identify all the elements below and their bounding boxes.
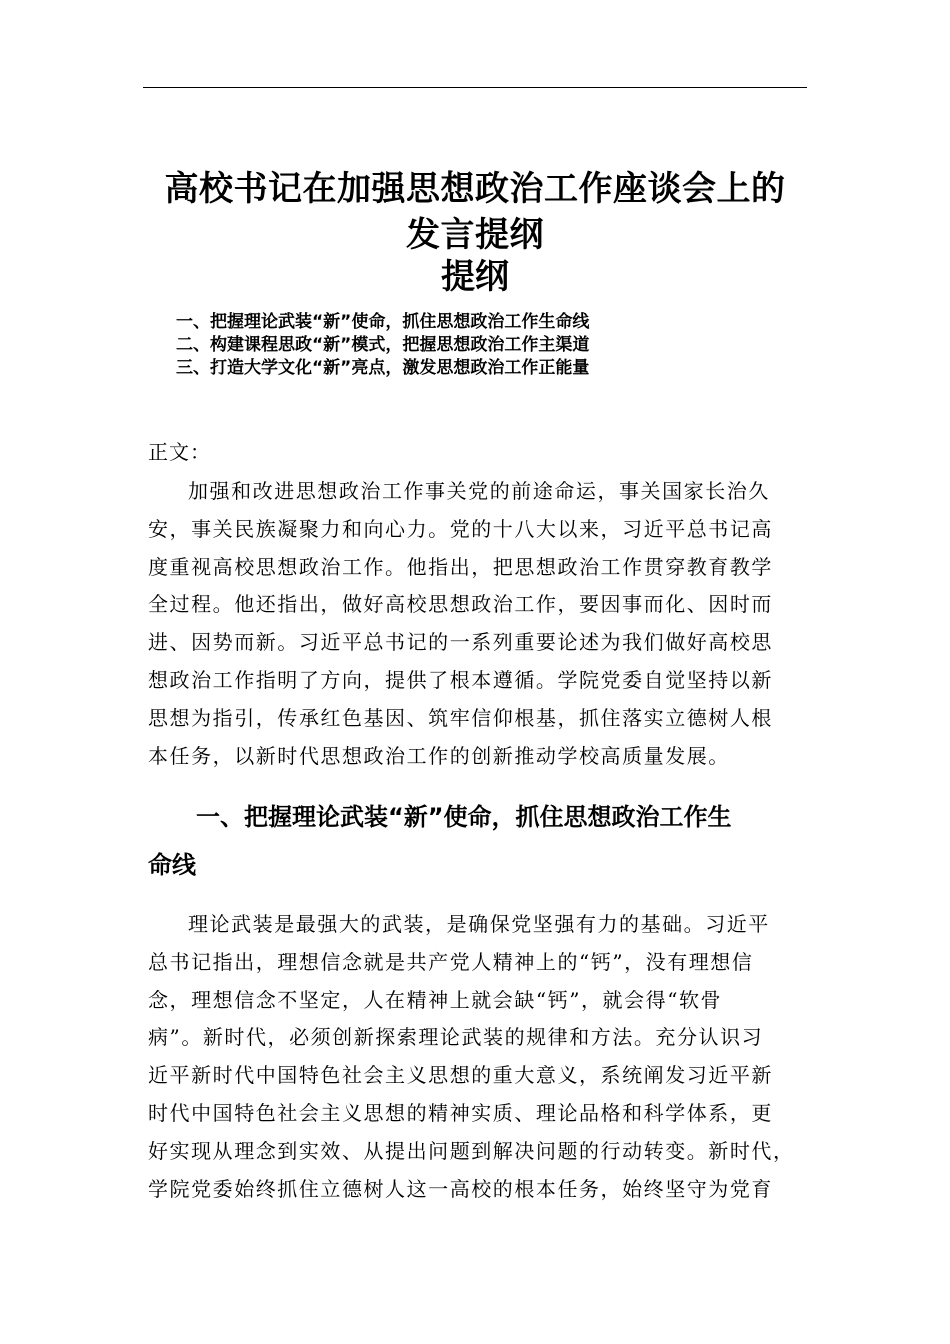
paragraph-line: 安，事关民族凝聚力和向心力。党的十八大以来，习近平总书记高 xyxy=(148,516,773,541)
outline-item-2: 二、构建课程思政“新”模式，把握思想政治工作主渠道 xyxy=(176,335,590,355)
paragraph-line: 理论武装是最强大的武装，是确保党坚强有力的基础。习近平 xyxy=(188,912,770,936)
paragraph-line: 加强和改进思想政治工作事关党的前途命运，事关国家长治久 xyxy=(188,479,770,503)
title-block xyxy=(143,166,807,298)
outline-item-3: 三、打造大学文化“新”亮点，激发思想政治工作正能量 xyxy=(176,358,590,378)
section-heading-line: 一、把握理论武装“新”使命，抓住思想政治工作生 xyxy=(196,803,732,831)
paragraph-line: 全过程。他还指出，做好高校思想政治工作，要因事而化、因时而 xyxy=(148,592,773,617)
paragraph-1 xyxy=(148,473,808,775)
document-title-line-2: 发言提纲 xyxy=(406,215,544,255)
document-title-line-1: 高校书记在加强思想政治工作座谈会上的 xyxy=(164,169,786,209)
header-rule xyxy=(143,87,807,88)
paragraph-line: 进、因势而新。习近平总书记的一系列重要论述为我们做好高校思 xyxy=(148,630,773,655)
paragraph-line: 本任务，以新时代思想政治工作的创新推动学校高质量发展。 xyxy=(148,743,730,768)
paragraph-line: 念，理想信念不坚定，人在精神上就会缺“钙”，就会得“软骨 xyxy=(148,987,723,1012)
body-label: 正文： xyxy=(148,440,211,464)
outline-list xyxy=(176,311,589,380)
paragraph-line: 思想为指引，传承红色基因、筑牢信仰根基，抓住落实立德树人根 xyxy=(148,705,773,730)
section-heading-1 xyxy=(148,793,812,889)
outline-heading: 提纲 xyxy=(441,257,509,297)
paragraph-line: 学院党委始终抓住立德树人这一高校的根本任务，始终坚守为党育 xyxy=(148,1176,773,1201)
paragraph-line: 好实现从理念到实效、从提出问题到解决问题的行动转变。新时代， xyxy=(148,1138,795,1163)
paragraph-line: 近平新时代中国特色社会主义思想的重大意义，系统阐发习近平新 xyxy=(148,1063,773,1088)
paragraph-line: 想政治工作指明了方向，提供了根本遵循。学院党委自觉坚持以新 xyxy=(148,667,773,692)
paragraph-line: 病”。新时代，必须创新探索理论武装的规律和方法。充分认识习 xyxy=(148,1025,764,1050)
paragraph-line: 度重视高校思想政治工作。他指出，把思想政治工作贯穿教育教学 xyxy=(148,554,773,579)
section-heading-line: 命线 xyxy=(148,851,196,879)
paragraph-2 xyxy=(148,906,808,1208)
outline-item-1: 一、把握理论武装“新”使命，抓住思想政治工作生命线 xyxy=(176,312,590,332)
paragraph-line: 时代中国特色社会主义思想的精神实质、理论品格和科学体系，更 xyxy=(148,1100,773,1125)
paragraph-line: 总书记指出，理想信念就是共产党人精神上的“钙”，没有理想信 xyxy=(148,949,754,974)
